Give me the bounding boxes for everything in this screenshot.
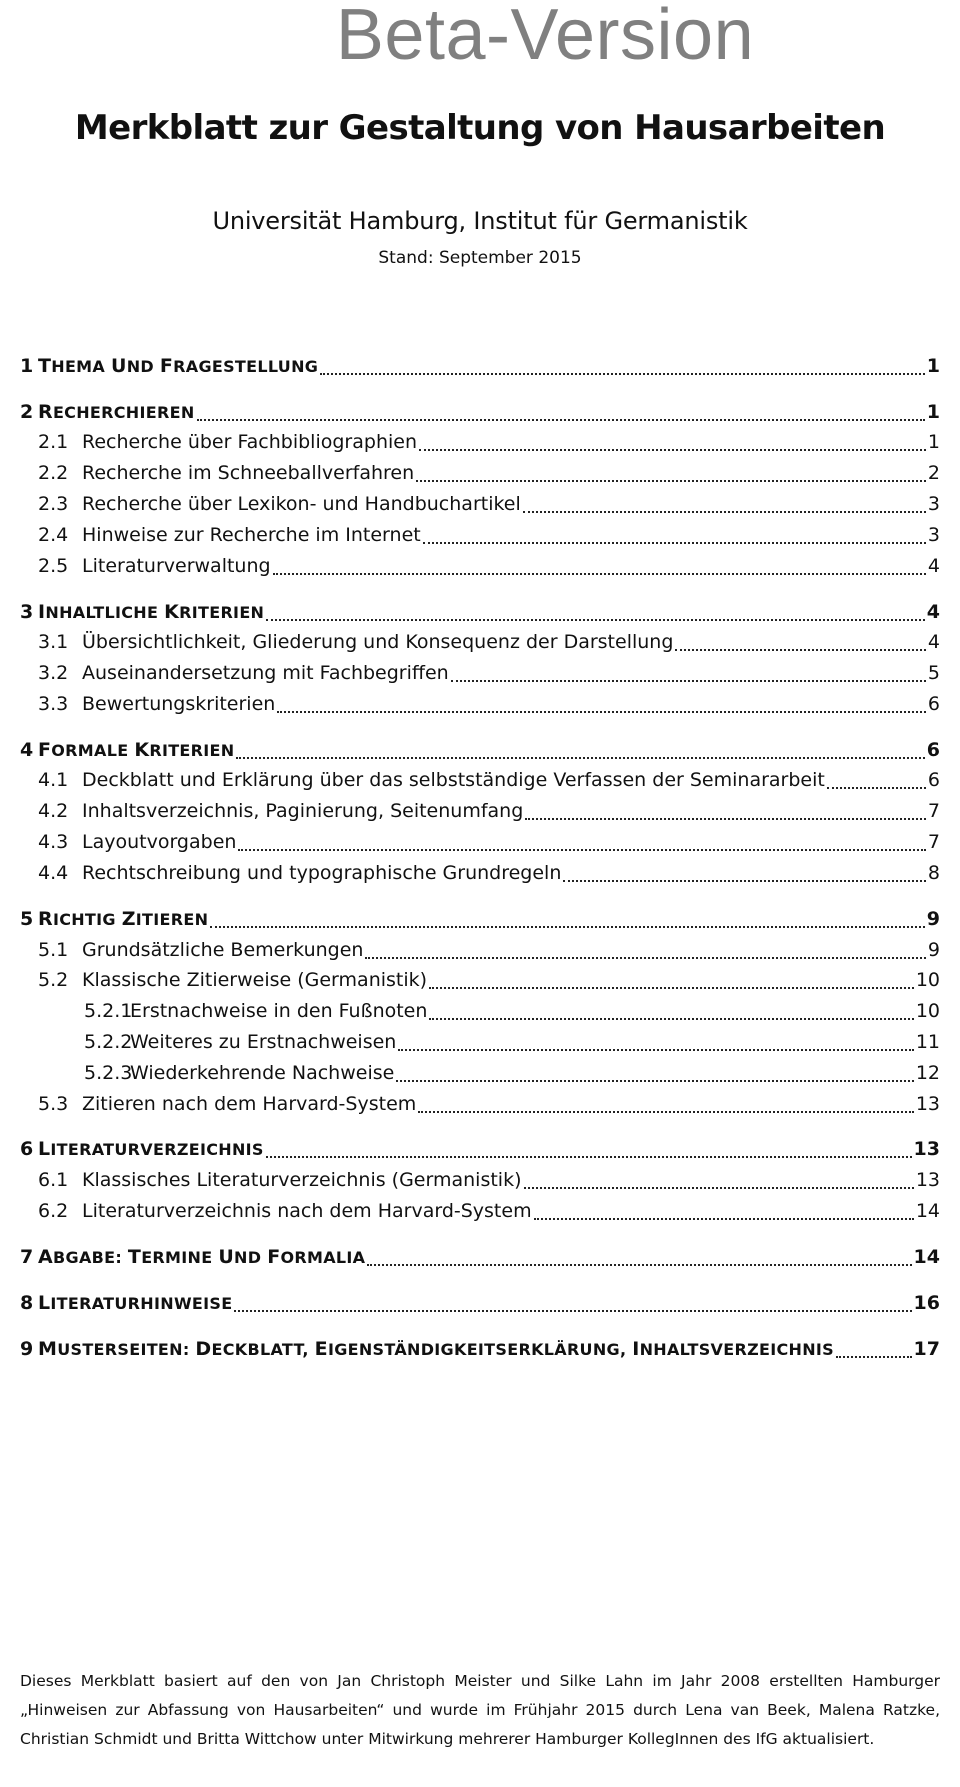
toc-dot-leader bbox=[197, 391, 925, 421]
toc-entry[interactable] bbox=[0, 1197, 960, 1225]
toc-dot-leader bbox=[398, 1021, 914, 1051]
toc-entry-title: Recherche im Schneeballverfahren bbox=[82, 462, 415, 484]
toc-dot-leader bbox=[827, 759, 926, 789]
toc-dot-leader bbox=[524, 1159, 914, 1189]
toc-dot-leader bbox=[210, 898, 925, 928]
toc-entry-page: 10 bbox=[915, 1000, 940, 1022]
toc-entry-title: Weiteres zu Erstnachweisen bbox=[130, 1031, 397, 1053]
toc-entry-title: Literaturverzeichnis nach dem Harvard-System bbox=[82, 1200, 532, 1222]
toc-entry-number: 2.1 bbox=[38, 431, 69, 453]
toc-entry-page: 14 bbox=[913, 1246, 940, 1268]
document-date: Stand: September 2015 bbox=[378, 248, 582, 268]
toc-entry[interactable] bbox=[0, 736, 960, 764]
toc-entry-number: 3 bbox=[20, 601, 34, 623]
toc-entry-page: 4 bbox=[926, 601, 940, 623]
toc-entry-title: Recherche über Lexikon- und Handbuchartikel bbox=[82, 493, 521, 515]
toc-entry-number: 3.2 bbox=[38, 662, 69, 684]
toc-entry-page: 8 bbox=[927, 862, 940, 884]
toc-entry-page: 10 bbox=[915, 969, 940, 991]
toc-dot-leader bbox=[234, 1282, 912, 1312]
toc-entry-page: 1 bbox=[926, 355, 940, 377]
institution-subtitle: Universität Hamburg, Institut für Germanistik bbox=[212, 207, 748, 235]
toc-entry-page: 4 bbox=[927, 631, 940, 653]
toc-entry-number: 2.2 bbox=[38, 462, 69, 484]
toc-dot-leader bbox=[523, 483, 926, 513]
toc-entry[interactable] bbox=[0, 1090, 960, 1118]
toc-dot-leader bbox=[429, 990, 914, 1020]
toc-entry-title: RECHERCHIEREN bbox=[38, 401, 195, 423]
toc-entry[interactable] bbox=[0, 859, 960, 887]
toc-dot-leader bbox=[534, 1190, 914, 1220]
toc-entry[interactable] bbox=[0, 690, 960, 718]
toc-entry[interactable] bbox=[0, 1243, 960, 1271]
toc-entry-number: 5.2.2 bbox=[84, 1031, 133, 1053]
toc-entry-number: 5.3 bbox=[38, 1093, 69, 1115]
toc-entry-page: 7 bbox=[927, 831, 940, 853]
toc-dot-leader bbox=[236, 729, 925, 759]
toc-entry-page: 13 bbox=[913, 1138, 940, 1160]
toc-entry-number: 4.1 bbox=[38, 769, 69, 791]
toc-dot-leader bbox=[266, 1128, 912, 1158]
toc-entry-page: 17 bbox=[913, 1338, 940, 1360]
toc-dot-leader bbox=[396, 1052, 914, 1082]
toc-entry-title: LITERATURHINWEISE bbox=[38, 1292, 233, 1314]
toc-entry-page: 3 bbox=[927, 524, 940, 546]
toc-dot-leader bbox=[365, 929, 926, 959]
toc-entry-number: 2 bbox=[20, 401, 34, 423]
toc-dot-leader bbox=[419, 421, 926, 451]
toc-entry-number: 7 bbox=[20, 1246, 34, 1268]
toc-entry-number: 5.2.1 bbox=[84, 1000, 133, 1022]
toc-dot-leader bbox=[563, 852, 926, 882]
toc-entry-number: 6.1 bbox=[38, 1169, 69, 1191]
toc-entry-title: Grundsätzliche Bemerkungen bbox=[82, 939, 364, 961]
toc-entry-number: 3.1 bbox=[38, 631, 69, 653]
toc-entry-page: 11 bbox=[915, 1031, 940, 1053]
toc-entry-title: THEMA UND FRAGESTELLUNG bbox=[38, 355, 319, 377]
toc-dot-leader bbox=[675, 621, 926, 651]
toc-dot-leader bbox=[423, 514, 926, 544]
toc-entry-page: 5 bbox=[927, 662, 940, 684]
toc-entry-page: 1 bbox=[927, 431, 940, 453]
toc-entry-page: 16 bbox=[913, 1292, 940, 1314]
toc-entry-title: Layoutvorgaben bbox=[82, 831, 237, 853]
toc-entry-page: 9 bbox=[926, 908, 940, 930]
toc-entry-number: 3.3 bbox=[38, 693, 69, 715]
toc-entry-title: Erstnachweise in den Fußnoten bbox=[130, 1000, 428, 1022]
toc-entry-number: 2.5 bbox=[38, 555, 69, 577]
toc-entry-title: Recherche über Fachbibliographien bbox=[82, 431, 417, 453]
toc-entry-title: Zitieren nach dem Harvard-System bbox=[82, 1093, 417, 1115]
toc-entry[interactable] bbox=[0, 352, 960, 380]
toc-dot-leader bbox=[418, 1083, 914, 1113]
toc-entry-title: Bewertungskriterien bbox=[82, 693, 276, 715]
toc-entry-number: 8 bbox=[20, 1292, 34, 1314]
toc-entry-number: 6 bbox=[20, 1138, 34, 1160]
toc-entry-page: 14 bbox=[915, 1200, 940, 1222]
toc-dot-leader bbox=[836, 1328, 912, 1358]
toc-entry-number: 4.3 bbox=[38, 831, 69, 853]
toc-dot-leader bbox=[525, 790, 926, 820]
toc-entry-title: Klassische Zitierweise (Germanistik) bbox=[82, 969, 428, 991]
page-title: Merkblatt zur Gestaltung von Hausarbeiten bbox=[74, 108, 886, 148]
toc-entry-page: 4 bbox=[927, 555, 940, 577]
toc-entry[interactable] bbox=[0, 1289, 960, 1317]
toc-entry-title: Hinweise zur Recherche im Internet bbox=[82, 524, 421, 546]
toc-entry-number: 9 bbox=[20, 1338, 34, 1360]
toc-entry-number: 2.4 bbox=[38, 524, 69, 546]
toc-dot-leader bbox=[367, 1236, 912, 1266]
toc-entry-title: Übersichtlichkeit, Gliederung und Konsequenz der Darstellung bbox=[82, 631, 674, 653]
toc-entry-page: 9 bbox=[927, 939, 940, 961]
toc-entry-page: 7 bbox=[927, 800, 940, 822]
toc-entry-number: 6.2 bbox=[38, 1200, 69, 1222]
toc-dot-leader bbox=[277, 683, 926, 713]
toc-entry-title: ABGABE: TERMINE UND FORMALIA bbox=[38, 1246, 366, 1268]
toc-entry-number: 4 bbox=[20, 739, 34, 761]
toc-entry-title: LITERATURVERZEICHNIS bbox=[38, 1138, 264, 1160]
toc-entry-page: 1 bbox=[926, 401, 940, 423]
toc-dot-leader bbox=[416, 452, 926, 482]
toc-dot-leader bbox=[429, 959, 914, 989]
toc-dot-leader bbox=[273, 545, 926, 575]
toc-entry-title: INHALTLICHE KRITERIEN bbox=[38, 601, 265, 623]
toc-entry-title: Deckblatt und Erklärung über das selbstständige Verfassen der Seminararbeit bbox=[82, 769, 825, 791]
toc-entry[interactable] bbox=[0, 1335, 960, 1363]
toc-entry-page: 6 bbox=[926, 739, 940, 761]
toc-entry-title: Klassisches Literaturverzeichnis (Germanistik) bbox=[82, 1169, 522, 1191]
toc-entry-title: Wiederkehrende Nachweise bbox=[130, 1062, 395, 1084]
toc-entry-number: 4.4 bbox=[38, 862, 69, 884]
toc-entry-title: Auseinandersetzung mit Fachbegriffen bbox=[82, 662, 449, 684]
toc-dot-leader bbox=[320, 345, 925, 375]
toc-entry-page: 13 bbox=[915, 1169, 940, 1191]
toc-entry-page: 2 bbox=[927, 462, 940, 484]
toc-entry-page: 12 bbox=[915, 1062, 940, 1084]
toc-entry-title: Rechtschreibung und typographische Grundregeln bbox=[82, 862, 562, 884]
toc-entry-number: 5.2.3 bbox=[84, 1062, 133, 1084]
toc-entry-number: 1 bbox=[20, 355, 34, 377]
toc-entry-page: 3 bbox=[927, 493, 940, 515]
toc-dot-leader bbox=[238, 821, 926, 851]
toc-dot-leader bbox=[451, 652, 926, 682]
toc-entry-number: 2.3 bbox=[38, 493, 69, 515]
toc-entry-title: Literaturverwaltung bbox=[82, 555, 271, 577]
toc-entry-page: 13 bbox=[915, 1093, 940, 1115]
toc-entry-number: 5 bbox=[20, 908, 34, 930]
toc-entry-page: 6 bbox=[927, 769, 940, 791]
toc-entry-page: 6 bbox=[927, 693, 940, 715]
toc-dot-leader bbox=[266, 591, 925, 621]
toc-entry-number: 4.2 bbox=[38, 800, 69, 822]
footer-note: Dieses Merkblatt basiert auf den von Jan Christoph Meister und Silke Lahn im Jahr 2008 erstellten Hamburger „Hinweisen zur Abfassung von Hausarbeiten“ und wurde im Frühjahr 2015 durch Lena van Beek, Malena Ratzke, Christian Schmidt und Britta Wittchow unter Mitwirkung mehrerer Hamburger KollegInnen des IfG aktualisiert. bbox=[20, 1672, 940, 1748]
toc-entry-title: FORMALE KRITERIEN bbox=[38, 739, 235, 761]
toc-entry[interactable] bbox=[0, 552, 960, 580]
toc-entry-title: Inhaltsverzeichnis, Paginierung, Seitenumfang bbox=[82, 800, 524, 822]
toc-entry-title: MUSTERSEITEN: DECKBLATT, EIGENSTÄNDIGKEITSERKLÄRUNG, INHALTSVERZEICHNIS bbox=[38, 1338, 834, 1360]
toc-entry-number: 5.1 bbox=[38, 939, 69, 961]
toc-entry-number: 5.2 bbox=[38, 969, 69, 991]
toc-entry-title: RICHTIG ZITIEREN bbox=[38, 908, 209, 930]
beta-version-watermark: Beta-Version bbox=[335, 0, 755, 75]
